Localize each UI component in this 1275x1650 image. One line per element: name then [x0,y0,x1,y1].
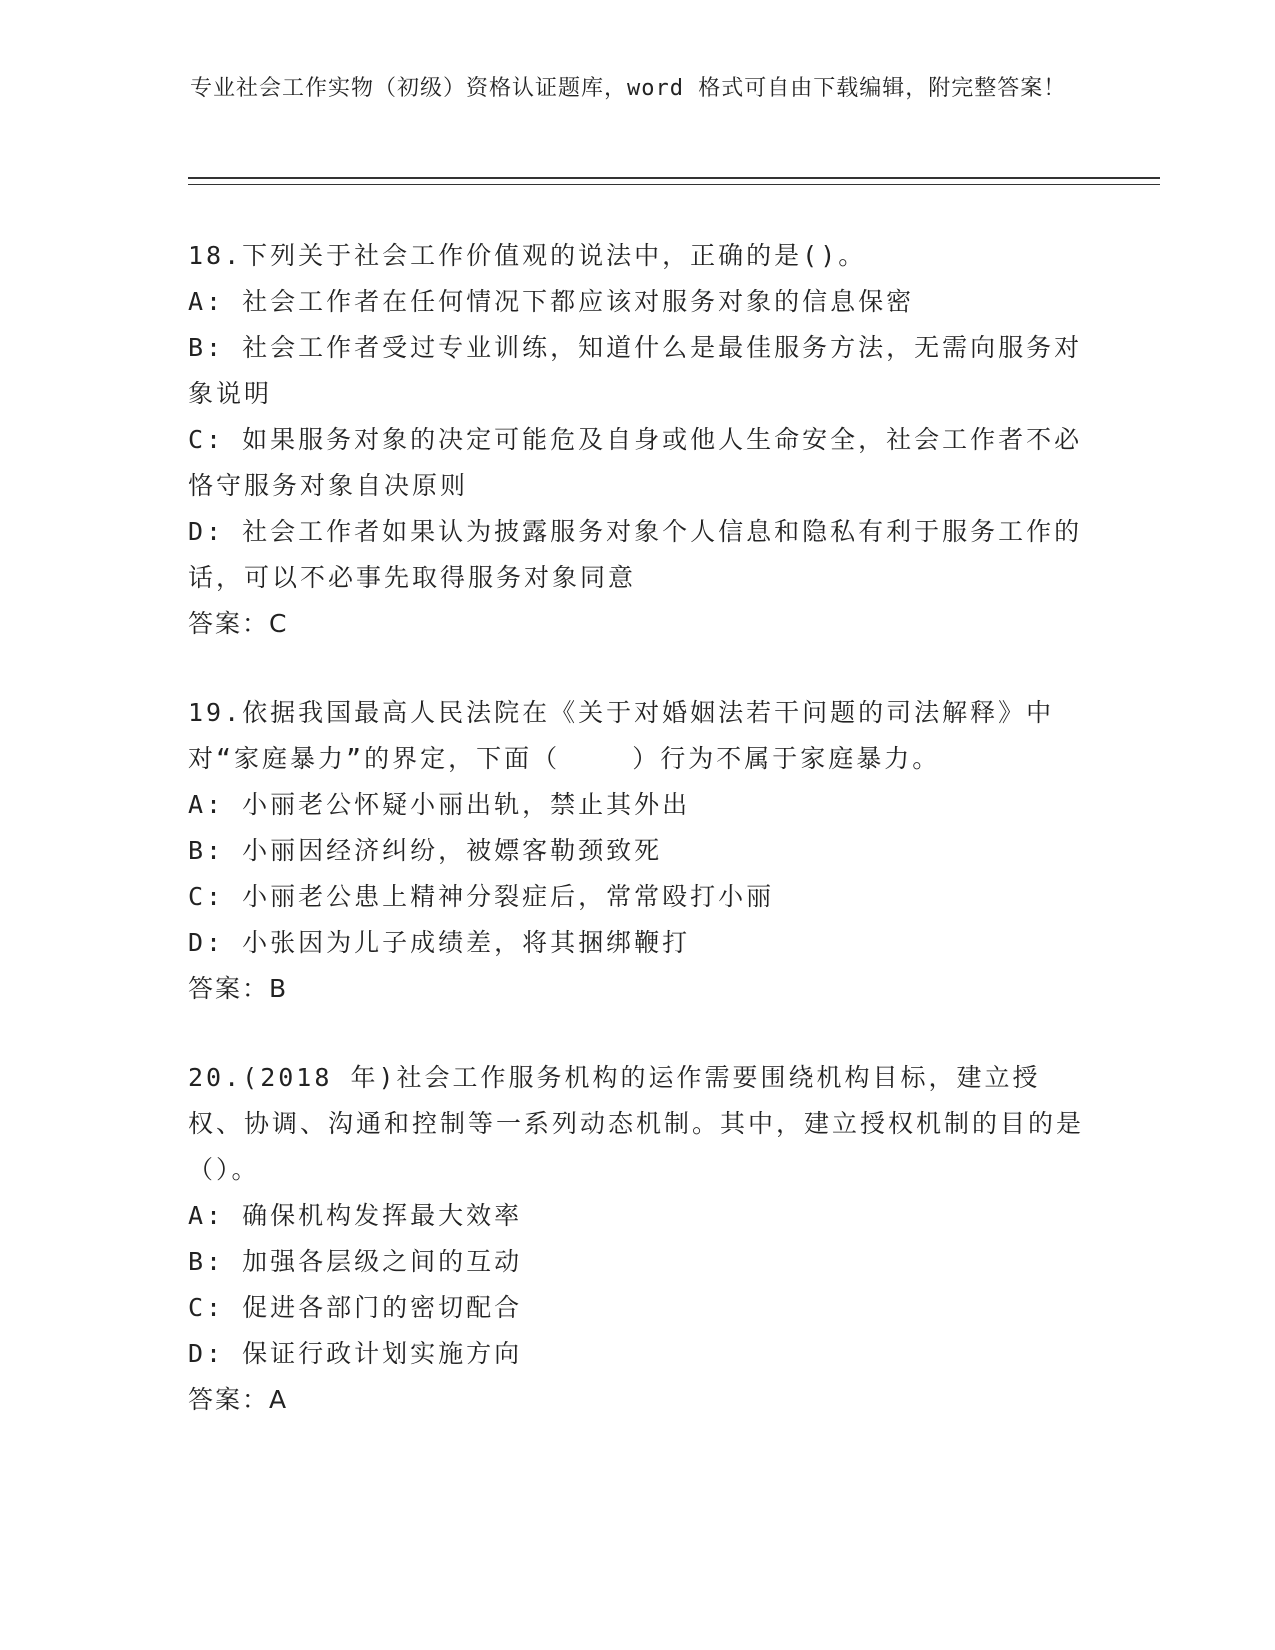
question-stem: 20.(2018 年)社会工作服务机构的运作需要围绕机构目标，建立授权、协调、沟通和控制等一系列动态机制。其中，建立授权机制的目的是（）。 [188,1063,1085,1184]
answer-label: 答案：B [188,974,289,1003]
question-18 [188,233,1088,647]
option-c: C: 促进各部门的密切配合 [188,1293,523,1322]
question-20 [188,1055,1088,1423]
document-header: 专业社会工作实物（初级）资格认证题库，word 格式可自由下载编辑，附完整答案！ [190,76,1067,101]
question-stem: 18.下列关于社会工作价值观的说法中，正确的是()。 [188,241,867,270]
option-d: D: 保证行政计划实施方向 [188,1339,523,1368]
header-rule-thick [188,177,1160,179]
option-b: B: 加强各层级之间的互动 [188,1247,523,1276]
option-a: A: 社会工作者在任何情况下都应该对服务对象的信息保密 [188,287,915,316]
question-stem: 19.依据我国最高人民法院在《关于对婚姻法若干问题的司法解释》中对“家庭暴力”的界定，下面（ ）行为不属于家庭暴力。 [188,698,1055,773]
option-a: A: 小丽老公怀疑小丽出轨，禁止其外出 [188,790,691,819]
answer-label: 答案：A [188,1385,289,1414]
option-a: A: 确保机构发挥最大效率 [188,1201,523,1230]
option-c: C: 小丽老公患上精神分裂症后，常常殴打小丽 [188,882,775,911]
answer-label: 答案：C [188,609,289,638]
option-b: B: 小丽因经济纠纷，被嫖客勒颈致死 [188,836,663,865]
option-d: D: 小张因为儿子成绩差，将其捆绑鞭打 [188,928,691,957]
option-c: C: 如果服务对象的决定可能危及自身或他人生命安全，社会工作者不必恪守服务对象自决原则 [188,425,1083,500]
option-d: D: 社会工作者如果认为披露服务对象个人信息和隐私有利于服务工作的话，可以不必事先取得服务对象同意 [188,517,1083,592]
header-rule-thin [188,184,1160,185]
question-19 [188,690,1088,1012]
option-b: B: 社会工作者受过专业训练，知道什么是最佳服务方法，无需向服务对象说明 [188,333,1083,408]
